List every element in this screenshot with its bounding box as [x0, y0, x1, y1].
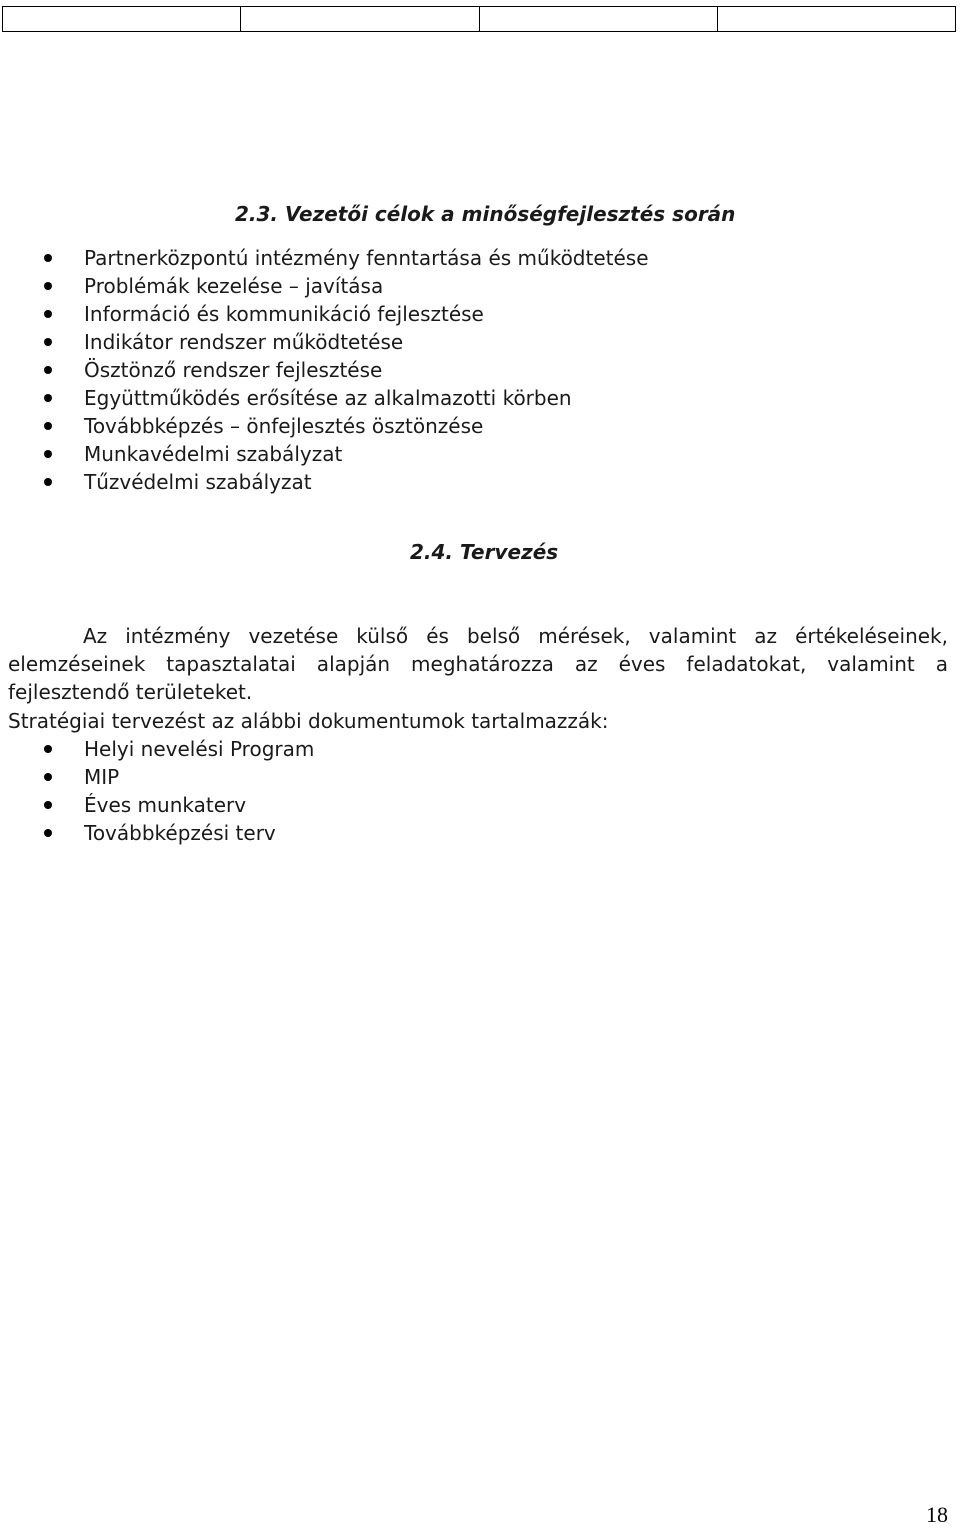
header-table-cell: [480, 7, 718, 31]
header-table-cell: [718, 7, 955, 31]
list-item-text: Tűzvédelmi szabályzat: [84, 470, 312, 494]
bullet-icon: [44, 801, 52, 809]
list-item: [0, 244, 649, 272]
list-item: [0, 412, 649, 440]
list-item: [0, 763, 314, 791]
planning-paragraph: Az intézmény vezetése külső és belső mérések, valamint az értékeléseinek, elemzéseinek tapasztalatai alapján meghatározza az éves feladatokat, valamint a fejlesztendő területeket.: [8, 624, 948, 704]
list-item: [0, 384, 649, 412]
list-item-text: Együttműködés erősítése az alkalmazotti körben: [84, 386, 572, 410]
bullet-icon: [44, 310, 52, 318]
list-item: [0, 791, 314, 819]
header-table-cell: [241, 7, 479, 31]
list-item: [0, 272, 649, 300]
page-number: 18: [926, 1502, 948, 1527]
list-item-text: Továbbképzés – önfejlesztés ösztönzése: [84, 414, 484, 438]
list-item-text: Problémák kezelése – javítása: [84, 274, 384, 298]
header-table-cell: [3, 7, 241, 31]
bullet-icon: [44, 366, 52, 374]
bullet-icon: [44, 338, 52, 346]
header-table: [2, 6, 956, 32]
documents-list: [0, 735, 314, 847]
list-item-text: MIP: [84, 765, 120, 789]
list-item: [0, 468, 649, 496]
list-item: [0, 300, 649, 328]
list-item-text: Partnerközpontú intézmény fenntartása és működtetése: [84, 246, 649, 270]
documents-intro: Stratégiai tervezést az alábbi dokumentumok tartalmazzák:: [8, 709, 609, 733]
bullet-icon: [44, 394, 52, 402]
bullet-icon: [44, 478, 52, 486]
bullet-icon: [44, 450, 52, 458]
list-item: [0, 356, 649, 384]
list-item-text: Indikátor rendszer működtetése: [84, 330, 404, 354]
section-heading-planning: 2.4. Tervezés: [410, 540, 559, 564]
bullet-icon: [44, 745, 52, 753]
list-item-text: Éves munkaterv: [84, 793, 247, 817]
list-item-text: Ösztönző rendszer fejlesztése: [84, 358, 383, 382]
list-item: [0, 440, 649, 468]
bullet-icon: [44, 282, 52, 290]
list-item: [0, 328, 649, 356]
list-item-text: Munkavédelmi szabályzat: [84, 442, 343, 466]
list-item-text: Továbbképzési terv: [84, 821, 276, 845]
list-item-text: Információ és kommunikáció fejlesztése: [84, 302, 484, 326]
bullet-icon: [44, 829, 52, 837]
list-item: [0, 735, 314, 763]
bullet-icon: [44, 422, 52, 430]
bullet-icon: [44, 254, 52, 262]
bullet-icon: [44, 773, 52, 781]
list-item: [0, 819, 314, 847]
goals-list: [0, 244, 649, 496]
list-item-text: Helyi nevelési Program: [84, 737, 315, 761]
section-heading-goals: 2.3. Vezetői célok a minőségfejlesztés során: [235, 202, 736, 226]
